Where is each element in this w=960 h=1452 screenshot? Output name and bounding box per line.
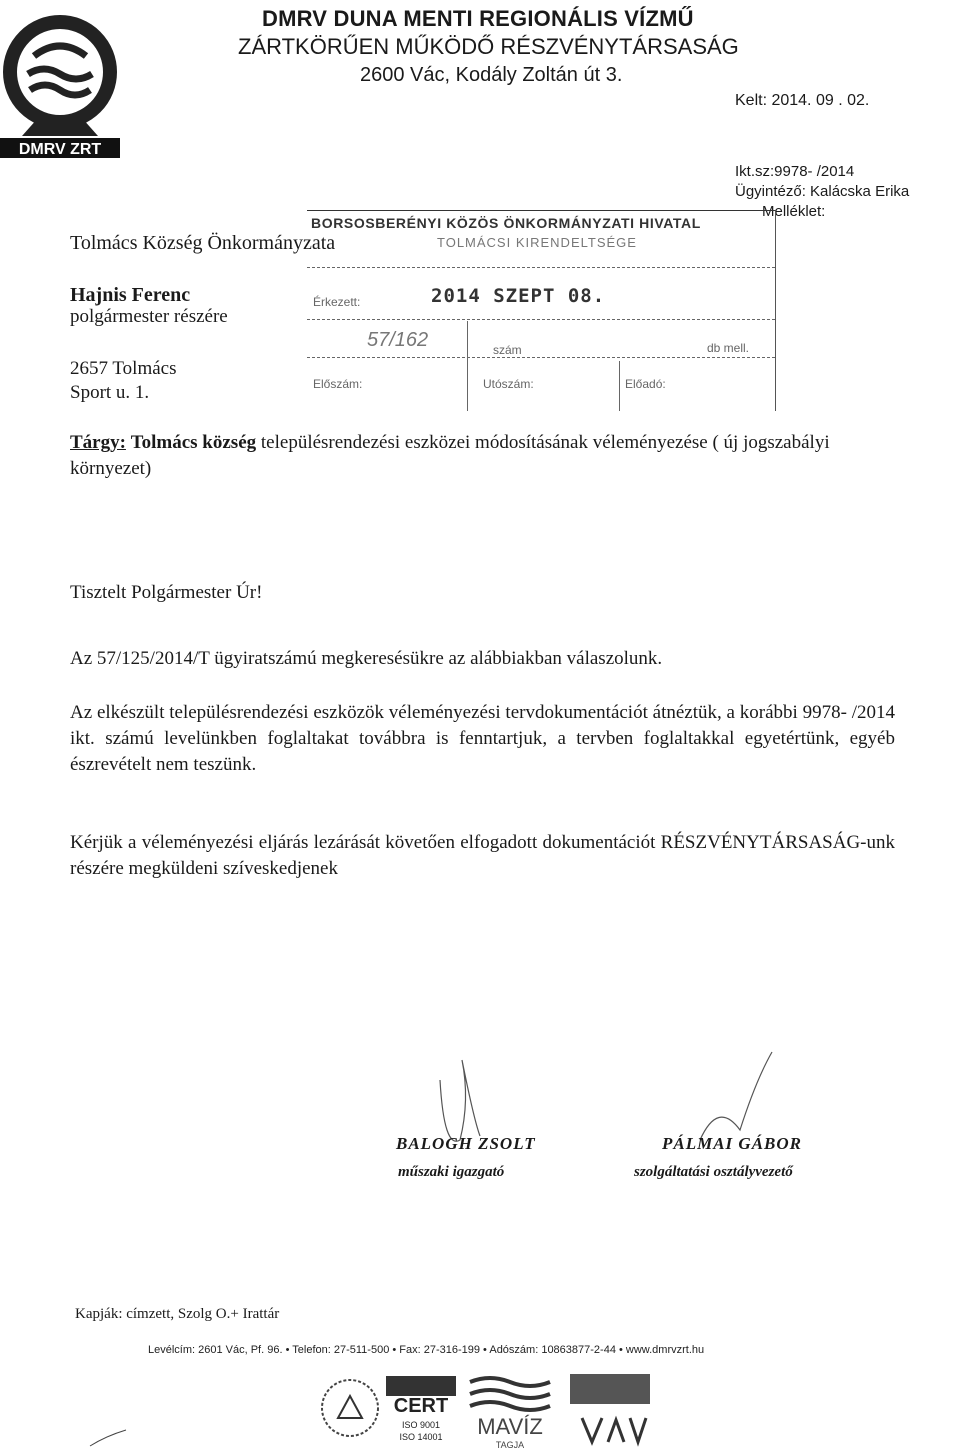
signatory-1-title: műszaki igazgató xyxy=(398,1164,505,1180)
stamp-prior-number-label: Előszám: xyxy=(313,377,363,391)
award-icon xyxy=(582,1418,646,1442)
iso-9001: ISO 9001 xyxy=(401,1420,441,1430)
addressee-name: Hajnis Ferenc xyxy=(70,284,191,306)
paragraph-2: Az elkészült településrendezési eszközök véleményezési tervdokumentációt átnéztük, a korábbi 9978- /2014 ikt. számú levelünkben foglaltakat továbbra is fenntartjuk, a tervben foglaltakkal egyetértünk, egyéb észrevételt nem teszünk. xyxy=(70,702,895,775)
subject-bold: Tolmács község xyxy=(130,432,257,453)
company-address: 2600 Vác, Kodály Zoltán út 3. xyxy=(360,64,623,86)
signatory-2-title: szolgáltatási osztályvezető xyxy=(634,1164,793,1180)
stamp-received-label: Érkezett: xyxy=(313,295,361,309)
footer-contact: Levélcím: 2601 Vác, Pf. 96. • Telefon: 27-511-500 • Fax: 27-316-199 • Adószám: 10863877-2-44 • www.dmrvzrt.hu xyxy=(148,1344,705,1356)
stamp-header-branch: TOLMÁCSI KIRENDELTSÉGE xyxy=(437,235,637,250)
subject-label: Tárgy: xyxy=(70,432,126,453)
signatory-2-name: PÁLMAI GÁBOR xyxy=(662,1134,802,1153)
signatory-1-name: BALOGH ZSOLT xyxy=(396,1134,536,1153)
cert-seal-icon xyxy=(322,1380,378,1436)
reference-number: Ikt.sz:9978- /2014 xyxy=(735,163,855,180)
cert-text: CERT xyxy=(393,1395,449,1417)
letter-date: Kelt: 2014. 09 . 02. xyxy=(735,92,870,109)
stamp-number-label: szám xyxy=(493,343,522,357)
iso-14001: ISO 14001 xyxy=(399,1432,443,1442)
maviz-logo-text: MAVÍZ xyxy=(477,1414,543,1439)
stamp-header-office: BORSOSBERÉNYI KÖZÖS ÖNKORMÁNYZATI HIVATAL xyxy=(311,215,701,231)
dmrv-logo xyxy=(0,0,120,160)
stamp-attachment-count-label: db mell. xyxy=(707,341,750,355)
certification-logos xyxy=(320,1368,780,1448)
company-type: ZÁRTKÖRŰEN MŰKÖDŐ RÉSZVÉNYTÁRSASÁG xyxy=(238,34,739,59)
paragraph-3: Kérjük a véleményezési eljárás lezárását követően elfogadott dokumentációt RÉSZVÉNYTÁRSASÁG-unk részére megküldeni szíveskedjenek xyxy=(70,832,895,879)
recipients-line: Kapják: címzett, Szolg O.+ Irattár xyxy=(75,1306,280,1322)
stamp-handler-label: Előadó: xyxy=(625,377,666,391)
subject-text: településrendezési eszközei módosításának véleményezése ( új jogszabályi környezet) xyxy=(70,432,830,479)
maviz-tag: TAGJA xyxy=(495,1440,525,1448)
logo-text: DMRV ZRT xyxy=(18,141,102,158)
subject-line xyxy=(70,430,870,482)
received-stamp xyxy=(307,210,776,411)
addressee-org: Tolmács Község Önkormányzata xyxy=(70,232,336,254)
paragraph-1: Az 57/125/2014/T ügyiratszámú megkeresésükre az alábbiakban válaszolunk. xyxy=(70,648,663,669)
attachment-label: Melléklet: xyxy=(762,203,826,220)
stamp-next-number-label: Utószám: xyxy=(483,377,534,391)
stamp-received-date: 2014 SZEPT 08. xyxy=(431,285,606,307)
addressee-role: polgármester részére xyxy=(70,306,228,327)
case-officer: Ügyintéző: Kalácska Erika xyxy=(735,183,910,200)
company-name: DMRV DUNA MENTI REGIONÁLIS VÍZMŰ xyxy=(262,6,694,31)
greeting: Tisztelt Polgármester Úr! xyxy=(70,582,263,603)
addressee-street: Sport u. 1. xyxy=(70,382,150,403)
stamp-registration-number: 57/162 xyxy=(367,329,429,351)
pen-mark xyxy=(88,1428,128,1448)
addressee-city: 2657 Tolmács xyxy=(70,358,177,379)
